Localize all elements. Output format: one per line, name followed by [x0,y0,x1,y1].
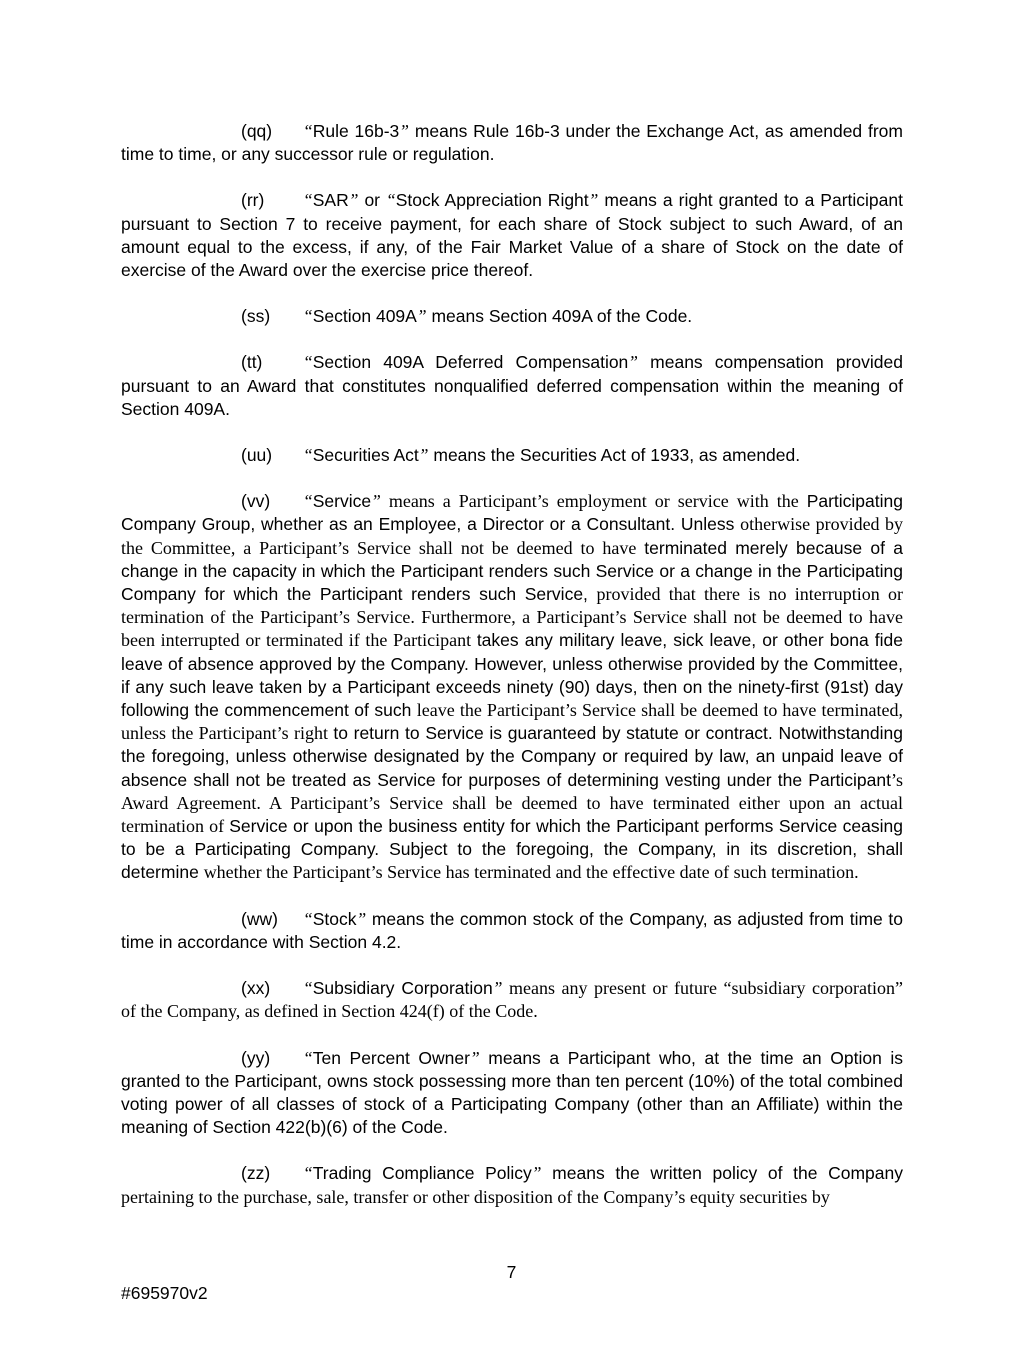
definition-body-part: means the written policy of the Company [541,1163,903,1184]
definition-zz: (zz) “Trading Compliance Policy” means the written policy of the Company pertaining to the purchase, sale, transfer or other disposition of the Company’s equity securities by [121,1163,903,1207]
definition-body-part: provided that there is no interruption or termination of the Participant’s Service. Furthermore, a Participant’s Service shall not be deemed to have been interrupted or terminated if the Participant [121,584,903,651]
definition-body: means a right granted to a Participant pursuant to Section 7 to receive payment, for each share of Stock subject to such Award, of an amount equal to the excess, if any, of the Fair Market Value of a share of Stock on the date of exercise of the Award over the exercise price thereof. [121,190,903,281]
defined-term: Section 409A [312,306,417,327]
definition-label: (ss) [241,306,271,327]
defined-term: Rule 16b-3 [312,121,400,141]
definition-ss: (ss) “Section 409A” means Section 409A of the Code. [121,305,903,328]
definition-label: (qq) [241,121,273,141]
defined-term: Service [312,491,372,512]
definition-body: means compensation provided pursuant to an Award that constitutes nonqualified deferred compensation within the meaning of Section 409A. [121,352,903,419]
definition-body: means the Securities Act of 1933, as amended. [428,445,801,466]
definition-body: means any present or future “subsidiary corporation” of the Company, as defined in Section 424(f) of the Code. [121,978,903,1022]
defined-term: Ten Percent Owner [312,1047,470,1068]
definition-body-part: ’s Award Agreement. A Participant’s Service shall be deemed to have terminated either upon an actual termination of [121,769,903,837]
definition-ww: (ww) “Stock” means the common stock of the Company, as adjusted from time to time in accordance with Section 4.2. [121,908,903,952]
definition-body-part: otherwise provided by the Committee, a Participant’s Service shall not be deemed to have [121,514,903,558]
definition-label: (uu) [241,445,273,466]
definition-body-part: whether the Participant’s Service has terminated and the effective date of such termination. [203,862,859,883]
definition-body-part: leave the Participant’s Service shall be deemed to have terminated, unless the Participant’s right [121,700,903,744]
definition-body-part: to return to Service is guaranteed by statute or contract. Notwithstanding the foregoing, unless otherwise designated by the Company or required by law, an unpaid leave of absence shall not be treated as Service for purposes of determining vesting under the Participant [121,723,903,790]
definition-yy: (yy) “Ten Percent Owner” means a Participant who, at the time an Option is granted to the Participant, owns stock possessing more than ten percent (10%) of the total combined voting power of all classes of stock of a Participating Company (other than an Affiliate) within the meaning of Section 422(b)(6) of the Code. [121,1047,904,1138]
definition-label: (xx) [241,978,271,999]
definition-body-part: pertaining to the purchase, sale, transfer or other disposition of the Company’s equity securities by [121,1186,830,1207]
defined-term: SAR [312,190,349,211]
definition-body-part: means a Participant’s employment or service with the [380,491,807,512]
definition-body-part: terminated merely because of a change in the capacity in which the Participant renders such Service or a change in the Participating Company for which the Participant renders such Service, [121,537,903,605]
definitions-section [121,120,903,1232]
definition-tt: (tt) “Section 409A Deferred Compensation” means compensation provided pursuant to an Award that constitutes nonqualified deferred compensation within the meaning of Section 409A. [121,352,903,419]
definition-body: means Section 409A of the Code. [426,306,693,327]
document-id: #695970v2 [121,1283,208,1303]
defined-term: Subsidiary Corporation [312,978,493,999]
definition-vv: (vv) “Service” means a Participant’s employment or service with the Participating Company Group, whether as an Employee, a Director or a Consultant. Unless otherwise provided by the Committee, a Participant’s Service shall not be deemed to have terminated merely because of a change in the capacity in which the Participant renders such Service or a change in the Participating Company for which the Participant renders such Service, provided that there is no interruption or termination of the Participant’s Service. Furthermore, a Participant’s Service shall not be deemed to have been interrupted or terminated if the Participant takes any military leave, sick leave, or other bona fide leave of absence approved by the Company. However, unless otherwise provided by the Committee, if any such leave taken by a Participant exceeds ninety (90) days, then on the ninety-first (91st) day following the commencement of such leave the Participant’s Service shall be deemed to have terminated, unless the Participant’s right to return to Service is guaranteed by statute or contract. Notwithstanding the foregoing, unless otherwise designated by the Company or required by law, an unpaid leave of absence shall not be treated as Service for purposes of determining vesting under the Participant’s Award Agreement. A Participant’s Service shall be deemed to have terminated either upon an actual termination of Service or upon the business entity for which the Participant performs Service ceasing to be a Participating Company. Subject to the foregoing, the Company, in its discretion, shall determine whether the Participant’s Service has terminated and the effective date of such termination. [121,491,904,883]
definition-body: means a Participant who, at the time an Option is granted to the Participant, owns stock possessing more than ten percent (10%) of the total combined voting power of all classes of stock of a Participating Company (other than an Affiliate) within the meaning of Section 422(b)(6) of the Code. [121,1047,904,1138]
definition-uu: (uu) “Securities Act” means the Securities Act of 1933, as amended. [121,444,903,467]
defined-term: Section 409A Deferred Compensation [312,352,629,373]
definition-body: means the common stock of the Company, as adjusted from time to time in accordance with Section 4.2. [121,908,903,952]
definition-body-part: Participating Company Group, whether as an Employee, a Director or a Consultant. Unless [121,491,903,535]
definition-label: (vv) [241,491,271,512]
definition-rr: (rr) “SAR” or “Stock Appreciation Right” means a right granted to a Participant pursuant to Section 7 to receive payment, for each share of Stock subject to such Award, of an amount equal to the excess, if any, of the Fair Market Value of a share of Stock on the date of exercise of the Award over the exercise price thereof. [121,190,903,281]
definition-label: (zz) [241,1163,271,1184]
definition-label: (rr) [241,190,265,211]
definition-body: means Rule 16b-3 under the Exchange Act, as amended from time to time, or any successor rule or regulation. [121,121,903,165]
definition-label: (yy) [241,1047,271,1068]
defined-term-alt: Stock Appreciation Right [395,190,589,211]
defined-term: Securities Act [312,445,419,466]
definition-connector: or [358,190,386,211]
definition-body-part: Service or upon the business entity for which the Participant performs Service ceasing to be a Participating Company. Subject to the foregoing, the Company, in its discretion, shall determine [121,816,903,883]
definition-label: (tt) [241,352,263,373]
defined-term: Stock [312,908,357,929]
page-number: 7 [506,1262,517,1282]
definition-qq: (qq) “Rule 16b-3” means Rule 16b-3 under the Exchange Act, as amended from time to time, or any successor rule or regulation. [121,121,903,165]
definition-body-part: takes any military leave, sick leave, or other bona fide leave of absence approved by the Company. However, unless otherwise provided by the Committee, if any such leave taken by a Participant exceeds ninety (90) days, then on the ninety-first (91st) day following the commencement of such [121,630,904,721]
defined-term: Trading Compliance Policy [312,1163,532,1184]
definition-xx: (xx) “Subsidiary Corporation” means any present or future “subsidiary corporation” of the Company, as defined in Section 424(f) of the Code. [121,978,903,1022]
definition-label: (ww) [241,908,278,929]
